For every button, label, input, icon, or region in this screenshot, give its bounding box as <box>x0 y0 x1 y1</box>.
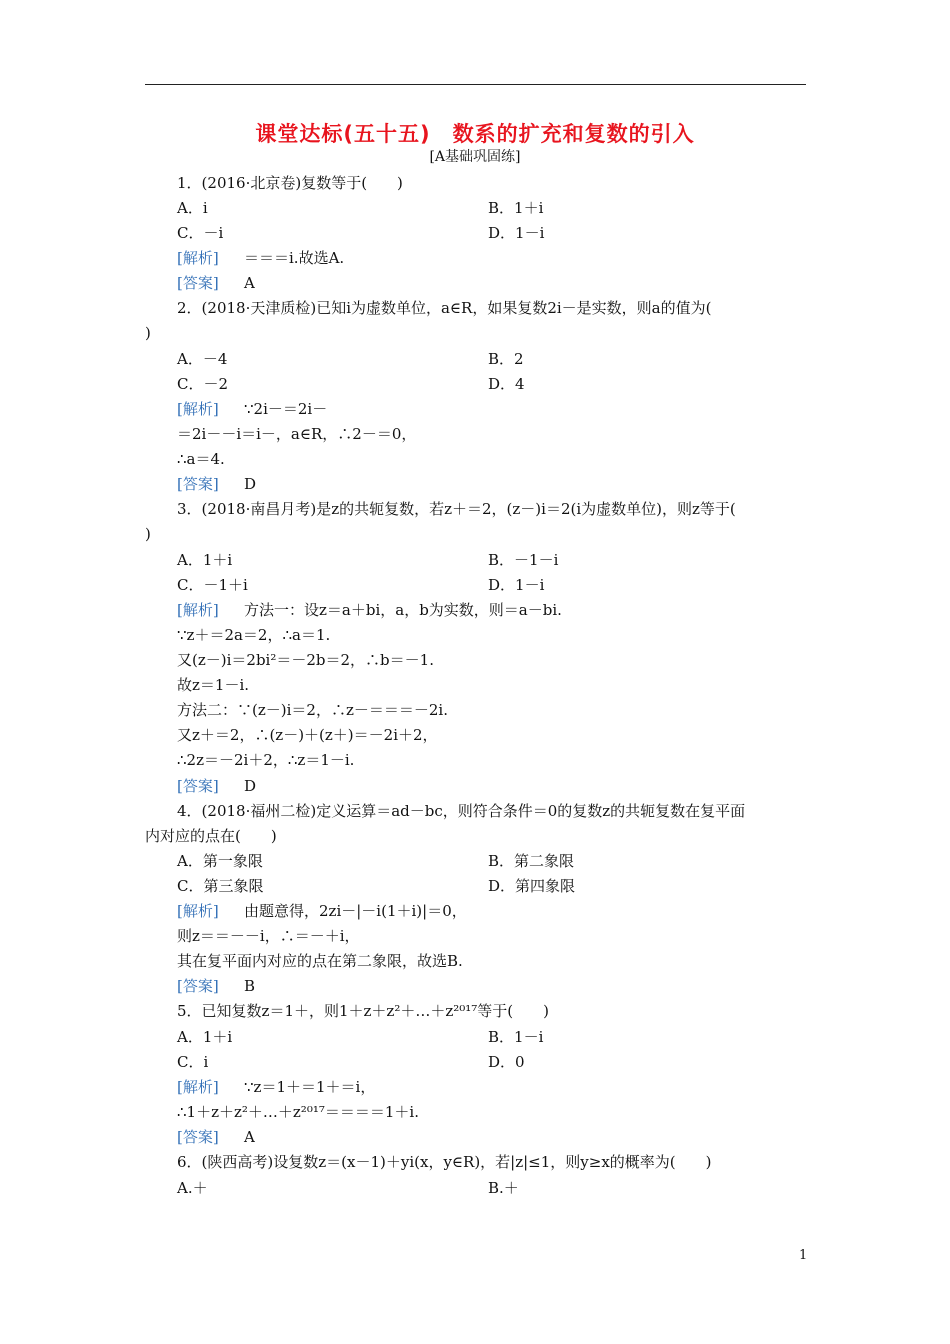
analysis-label: [解析] <box>177 902 219 920</box>
q6-option-a: A.＋ <box>177 1179 208 1197</box>
q3-option-c: C．－1＋i <box>177 576 248 594</box>
q6-option-b: B.＋ <box>488 1179 519 1197</box>
q3-analysis-6: 又z＋＝2，∴(z－)＋(z＋)＝－2i＋2， <box>177 726 438 744</box>
q4-answer: B <box>244 977 256 995</box>
q3-analysis-1: 方法一：设z＝a＋bi，a，b为实数，则＝a－bi. <box>244 601 562 619</box>
question-4-cont: 内对应的点在( ) <box>145 827 277 845</box>
q3-analysis-7: ∴2z＝－2i＋2，∴z＝1－i. <box>177 751 355 769</box>
page-title: 课堂达标(五十五) 数系的扩充和复数的引入 <box>255 122 695 146</box>
q3-analysis-2: ∵z＋＝2a＝2，∴a＝1. <box>177 626 331 644</box>
section-subtitle: [A基础巩固练] <box>429 149 521 165</box>
analysis-label: [解析] <box>177 249 219 267</box>
answer-label: [答案] <box>177 777 219 795</box>
question-1: 1．(2016·北京卷)复数等于( ) <box>177 174 403 192</box>
question-3-cont: ) <box>145 525 151 543</box>
q5-option-d: D．0 <box>488 1053 525 1071</box>
answer-label: [答案] <box>177 274 219 292</box>
question-5: 5．已知复数z＝1＋，则1＋z＋z²＋…＋z²⁰¹⁷等于( ) <box>177 1002 550 1020</box>
q3-answer: D <box>244 777 257 795</box>
q2-option-b: B．2 <box>488 350 524 368</box>
q3-analysis-4: 故z＝1－i. <box>177 676 250 694</box>
q5-answer: A <box>244 1128 255 1146</box>
q1-option-a: A．i <box>177 199 208 217</box>
q5-option-a: A．1＋i <box>177 1028 233 1046</box>
question-2: 2．(2018·天津质检)已知i为虚数单位，a∈R，如果复数2i－是实数，则a的值为( <box>177 299 712 317</box>
q5-analysis-2: ∴1＋z＋z²＋…＋z²⁰¹⁷＝＝＝＝1＋i. <box>177 1103 419 1121</box>
header-rule <box>145 84 806 85</box>
answer-label: [答案] <box>177 1128 219 1146</box>
q1-option-b: B．1＋i <box>488 199 544 217</box>
q2-analysis-2: ＝2i－－i＝i－，a∈R，∴2－＝0， <box>177 425 417 443</box>
q2-analysis-3: ∴a＝4. <box>177 450 225 468</box>
q4-analysis-3: 其在复平面内对应的点在第二象限，故选B. <box>177 952 463 970</box>
q3-option-d: D．1－i <box>488 576 545 594</box>
q3-option-b: B．－1－i <box>488 551 559 569</box>
analysis-label: [解析] <box>177 601 219 619</box>
q5-option-b: B．1－i <box>488 1028 544 1046</box>
answer-label: [答案] <box>177 977 219 995</box>
question-4: 4．(2018·福州二检)定义运算＝ad－bc，则符合条件＝0的复数z的共轭复数在复平面 <box>177 802 746 820</box>
question-2-cont: ) <box>145 324 151 342</box>
q4-analysis-1: 由题意得，2zi－|－i(1＋i)|＝0， <box>244 902 467 920</box>
q5-option-c: C．i <box>177 1053 209 1071</box>
page-number: 1 <box>799 1248 808 1263</box>
q2-analysis-1: ∵2i－＝2i－ <box>244 400 328 418</box>
q2-option-c: C．－2 <box>177 375 229 393</box>
answer-label: [答案] <box>177 475 219 493</box>
q4-option-c: C．第三象限 <box>177 877 264 895</box>
q4-option-d: D．第四象限 <box>488 877 576 895</box>
q2-option-d: D．4 <box>488 375 525 393</box>
question-3: 3．(2018·南昌月考)是z的共轭复数，若z＋＝2，(z－)i＝2(i为虚数单位)，则z等于( <box>177 500 736 518</box>
q5-analysis-1: ∵z＝1＋＝1＋＝i， <box>244 1078 376 1096</box>
q4-analysis-2: 则z＝＝－－i，∴＝－＋i， <box>177 927 360 945</box>
q1-option-d: D．1－i <box>488 224 545 242</box>
q3-analysis-5: 方法二：∵(z－)i＝2，∴z－＝＝＝－2i. <box>177 701 448 719</box>
q1-answer: A <box>244 274 255 292</box>
question-6: 6．(陕西高考)设复数z＝(x－1)＋yi(x，y∈R)，若|z|≤1，则y≥x的概率为( ) <box>177 1153 712 1171</box>
q4-option-b: B．第二象限 <box>488 852 575 870</box>
q1-analysis: ＝＝＝i.故选A. <box>244 249 345 267</box>
q2-option-a: A．－4 <box>177 350 228 368</box>
q1-option-c: C．－i <box>177 224 224 242</box>
q3-analysis-3: 又(z－)i＝2bi²＝－2b＝2，∴b＝－1. <box>177 651 434 669</box>
q4-option-a: A．第一象限 <box>177 852 263 870</box>
q3-option-a: A．1＋i <box>177 551 233 569</box>
q2-answer: D <box>244 475 257 493</box>
analysis-label: [解析] <box>177 1078 219 1096</box>
analysis-label: [解析] <box>177 400 219 418</box>
